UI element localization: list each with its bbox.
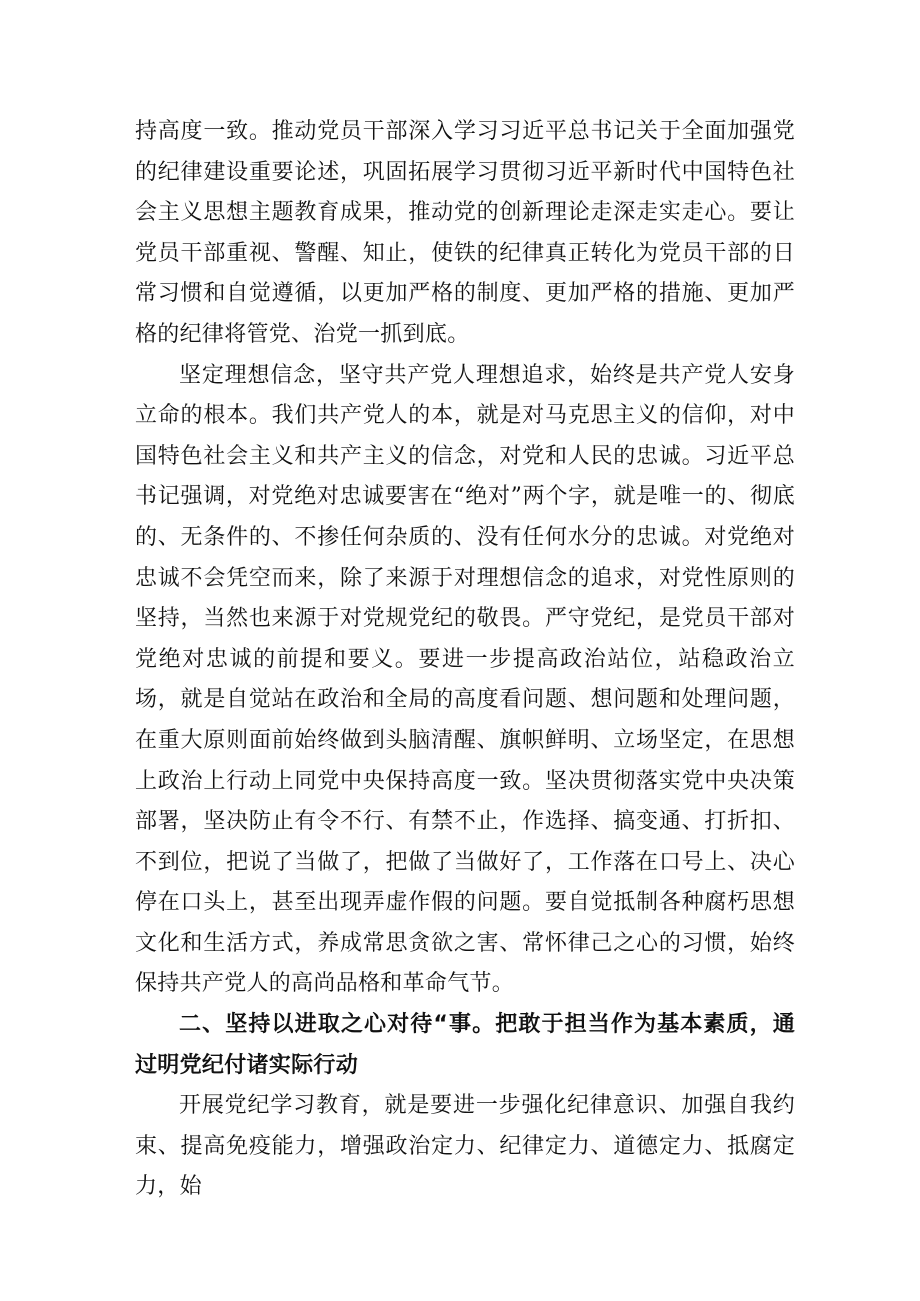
paragraph-discipline-education: 开展党纪学习教育，就是要进一步强化纪律意识、加强自我约束、提高免疫能力，增强政治定力、纪律定力、道德定力、抵腐定力，始 [135, 1093, 795, 1200]
document-body [135, 112, 795, 1208]
paragraph-continuation: 持高度一致。推动党员干部深入学习习近平总书记关于全面加强党的纪律建设重要论述，巩固拓展学习贯彻习近平新时代中国特色社会主义思想主题教育成果，推动党的创新理论走深走实走心。要让党员干部重视、警醒、知止，使铁的纪律真正转化为党员干部的日常习惯和自觉遵循，以更加严格的制度、更加严格的措施、更加严格的纪律将管党、治党一抓到底。 [135, 119, 795, 347]
section-heading-two: 二、坚持以进取之心对待“事。把敢于担当作为基本素质，通过明党纪付诸实际行动 [135, 1012, 795, 1078]
paragraph-ideals-and-beliefs: 坚定理想信念，坚守共产党人理想追求，始终是共产党人安身立命的根本。我们共产党人的本，就是对马克思主义的信仰，对中国特色社会主义和共产主义的信念，对党和人民的忠诚。习近平总书记强调，对党绝对忠诚要害在“绝对”两个字，就是唯一的、彻底的、无条件的、不掺任何杂质的、没有任何水分的忠诚。对党绝对忠诚不会凭空而来，除了来源于对理想信念的追求，对党性原则的坚持，当然也来源于对党规党纪的敬畏。严守党纪，是党员干部对党绝对忠诚的前提和要义。要进一步提高政治站位，站稳政治立场，就是自觉站在政治和全局的高度看问题、想问题和处理问题，在重大原则面前始终做到头脑清醒、旗帜鲜明、立场坚定，在思想上政治上行动上同党中央保持高度一致。坚决贯彻落实党中央决策部署，坚决防止有令不行、有禁不止，作选择、搞变通、打折扣、不到位，把说了当做了，把做了当做好了，工作落在口号上、决心停在口头上，甚至出现弄虚作假的问题。要自觉抵制各种腐朽思想文化和生活方式，养成常思贪欲之害、常怀律己之心的习惯，始终保持共产党人的高尚品格和革命气节。 [135, 362, 795, 997]
